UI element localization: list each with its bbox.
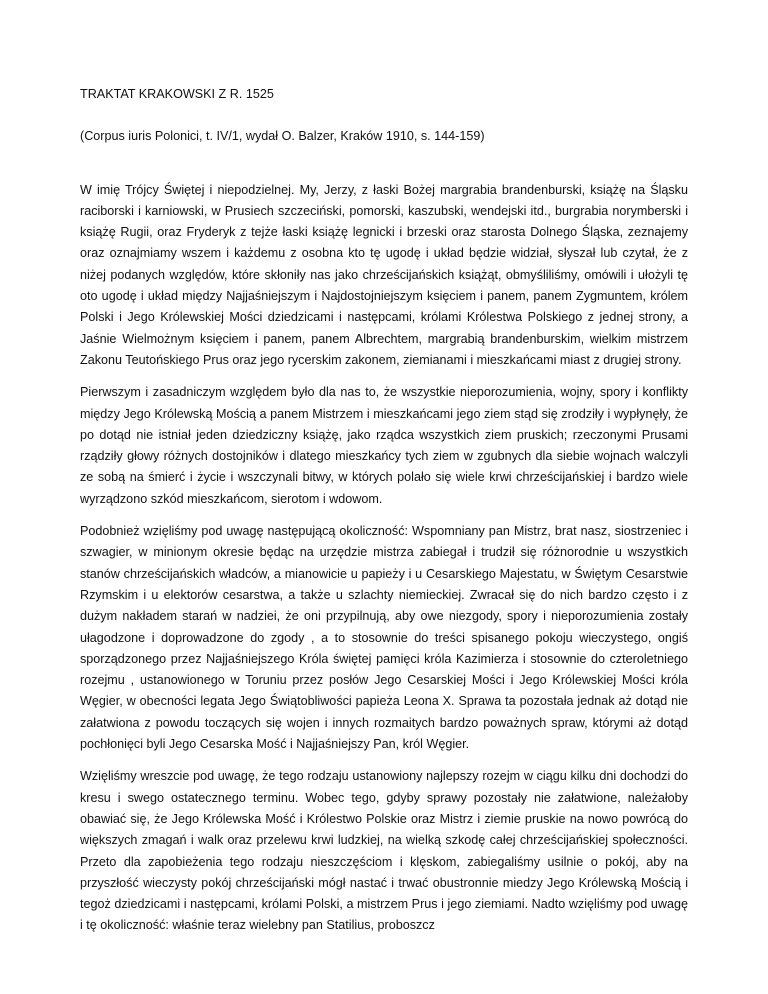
document-title: TRAKTAT KRAKOWSKI Z R. 1525 bbox=[80, 87, 274, 101]
paragraph-4: Wzięliśmy wreszcie pod uwagę, że tego rodzaju ustanowiony najlepszy rozejm w ciągu kilku dni dochodzi do kresu i swego ostatecznego terminu. Wobec tego, gdyby sprawy pozostały nie załatwione, należałoby obawiać się, że Jego Królewska Mość i Królestwo Polskie oraz Mistrz i ziemie pruskie na nowo powrócą do większych zmagań i walk oraz przelewu krwi ludzkiej, na wielką szkodę całej chrześcijańskiej społeczności. Przeto dla zapobieżenia tego rodzaju nieszczęściom i klęskom, zabiegaliśmy usilnie o pokój, aby na przyszłość wieczysty pokój chrześcijański mógł nastać i trwać obustronnie miedzy Jego Królewską Mością i tegoż dziedzicami i następcami, królami Polski, a mistrzem Prus i jego ziemiami. Nadto wzięliśmy pod uwagę i tę okoliczność: właśnie teraz wielebny pan Statilius, proboszcz bbox=[80, 769, 688, 933]
paragraph-1: W imię Trójcy Świętej i niepodzielnej. My, Jerzy, z łaski Bożej margrabia brandenburski, książę na Śląsku raciborski i karniowski, w Prusiech szczeciński, pomorski, kaszubski, wendejski itd., burgrabia norymberski i książę Rugii, oraz Fryderyk z tejże łaski książę legnicki i brzeski oraz starosta Dolnego Śląska, zeznajemy oraz oznajmiamy wszem i każdemu z osobna kto tę ugodę i układ będzie widział, słyszał lub czytał, że z niżej podanych względów, które skłoniły nas jako chrześcijańskich książąt, obmyśliliśmy, omówili i ułożyli tę oto ugodę i układ między Najjaśniejszym i Najdostojniejszym księciem i panem, panem Zygmuntem, królem Polski i Jego Królewskiej Mości dziedzicami i następcami, królami Królestwa Polskiego z jednej strony, a Jaśnie Wielmożnym księciem i panem, panem Albrechtem, margrabią brandenburskim, wielkim mistrzem Zakonu Teutońskiego Prus oraz jego rycerskim zakonem, ziemianami i mieszkańcami miast z drugiej strony. bbox=[80, 182, 688, 367]
paragraph-3: Podobnież wzięliśmy pod uwagę następującą okoliczność: Wspomniany pan Mistrz, brat nasz, siostrzeniec i szwagier, w minionym okresie będąc na urzędzie mistrza zabiegał i trudził się różnorodnie u wszystkich stanów chrześcijańskich władców, a mianowicie u papieży i u Cesarskiego Majestatu, w Świętym Cesarstwie Rzymskim i u elektorów cesarstwa, a także u szlachty niemieckiej. Zwracał się do nich bardzo często i z dużym nakładem starań w nadziei, że oni przypilnują, aby owe niezgody, spory i nieporozumienia zostały ułagodzone i doprowadzone do zgody , a to stosownie do treści spisanego pokoju wieczystego, ongiś sporządzonego przez Najjaśniejszego Króla świętej pamięci króla Kazimierza i stosownie do czteroletniego rozejmu , ustanowionego w Toruniu przez posłów Jego Cesarskiej Mości i Jego Królewskiej Mości króla Węgier, w obecności legata Jego Świątobliwości papieża Leona X. Sprawa ta pozostała jednak aż dotąd nie załatwiona z powodu toczących się wojen i innych rozmaitych bardzo poważnych spraw, którymi aż dotąd pochłonięci byli Jego Cesarska Mość i Najjaśniejszy Pan, król Węgier. bbox=[80, 524, 688, 752]
document-source: (Corpus iuris Polonici, t. IV/1, wydał O. Balzer, Kraków 1910, s. 144-159) bbox=[80, 129, 485, 144]
document-page bbox=[80, 84, 688, 937]
paragraph-2: Pierwszym i zasadniczym względem było dla nas to, że wszystkie nieporozumienia, wojny, spory i konflikty między Jego Królewską Mością a panem Mistrzem i mieszkańcami jego ziem stąd się zrodziły i wypłynęły, że po dotąd nie istniał jeden dziedziczny książę, jako rządca wszystkich ziem pruskich; rzeczonymi Prusami rządziły głowy różnych dostojników i dlatego mieszkańcy tych ziem w zgubnych dla siebie wojnach walczyli ze sobą na śmierć i życie i wszczynali bitwy, w których polało się wiele krwi chrześcijańskiej i bardzo wiele wyrządzono szkód mieszkańcom, sierotom i wdowom. bbox=[80, 385, 688, 506]
